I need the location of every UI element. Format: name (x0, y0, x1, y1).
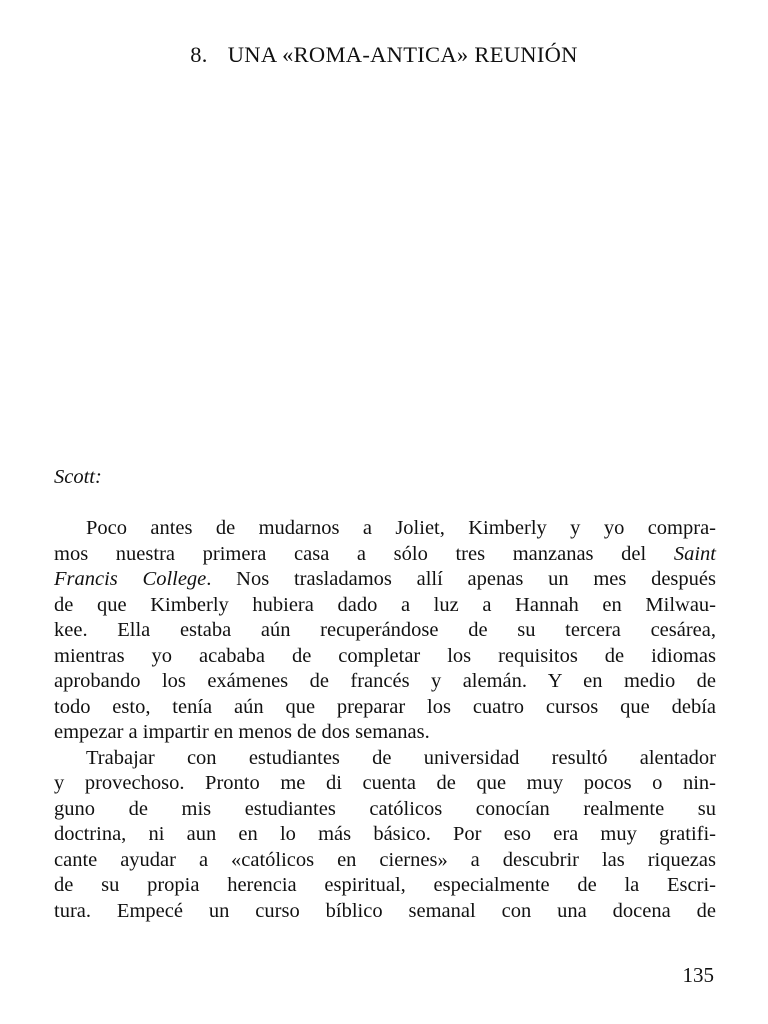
text-line: guno de mis estudiantes católicos conocían realmente su (54, 797, 716, 820)
text-line (54, 567, 716, 593)
body-text (54, 516, 716, 924)
italic-title: Saint (673, 542, 716, 565)
text-line: aprobando los exámenes de francés y alemán. Y en medio de (54, 670, 716, 692)
text-line: tura. Empecé un curso bíblico semanal con una docena de (54, 899, 716, 922)
text-line: empezar a impartir en menos de dos semanas. (54, 721, 430, 743)
chapter-heading (0, 42, 768, 68)
text-line: Poco antes de mudarnos a Joliet, Kimberly y yo compra- (86, 517, 716, 539)
text-line: Trabajar con estudiantes de universidad resultó alentador (86, 746, 716, 769)
text-line: cante ayudar a «católicos en ciernes» a descubrir las riquezas (54, 848, 716, 871)
text-line: todo esto, tenía aún que preparar los cuatro cursos que debía (54, 695, 716, 718)
text-line (54, 542, 716, 568)
text-line: mientras yo acababa de completar los requisitos de idiomas (54, 644, 716, 667)
speaker-label: Scott: (54, 466, 102, 488)
page-number: 135 (682, 963, 714, 987)
italic-title: Francis College (54, 568, 207, 590)
text-line: kee. Ella estaba aún recuperándose de su tercera cesárea, (54, 619, 716, 641)
text-line: y provechoso. Pronto me di cuenta de que muy pocos o nin- (54, 772, 716, 794)
text-span: . Nos trasladamos allí apenas un mes después (206, 568, 716, 590)
text-line: de su propia herencia espiritual, especialmente de la Escri- (54, 874, 716, 896)
chapter-number: 8. (190, 42, 208, 67)
chapter-title: UNA «ROMA-ANTICA» REUNIÓN (227, 42, 578, 67)
text-line: doctrina, ni aun en lo más básico. Por eso era muy gratifi- (54, 823, 716, 845)
text-span: mos nuestra primera casa a sólo tres manzanas del (54, 542, 674, 565)
text-line: de que Kimberly hubiera dado a luz a Hannah en Milwau- (54, 593, 716, 616)
